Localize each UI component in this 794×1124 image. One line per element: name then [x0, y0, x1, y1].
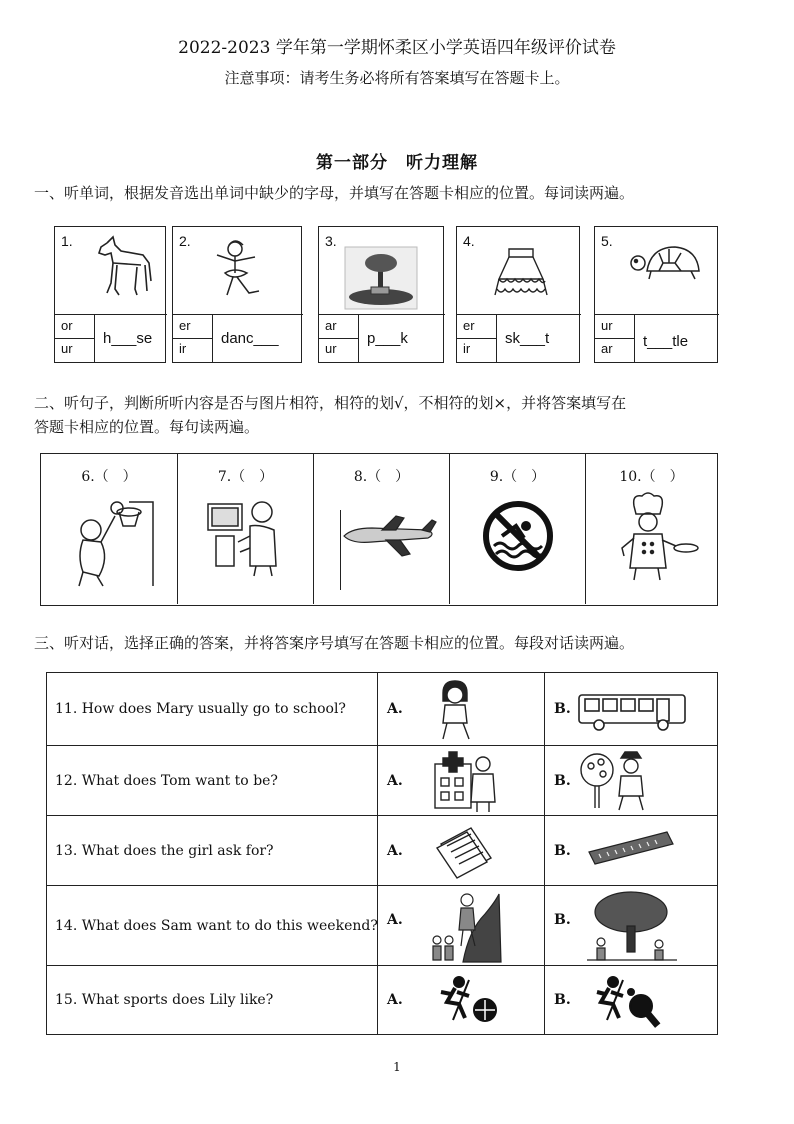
item-number: 2.	[179, 233, 191, 249]
chef-icon	[610, 492, 700, 582]
climbing-icon	[429, 890, 501, 962]
computer-user-icon	[204, 496, 294, 576]
section3-table	[46, 672, 718, 1035]
option-bottom: ar	[601, 341, 613, 356]
option-b-label: B.	[554, 992, 571, 1008]
section2-instruction-line1: 二、听句子，判断所听内容是否与图片相符，相符的划√，不相符的划×，并将答案填写在	[34, 394, 627, 412]
item-label: 10.（ ）	[619, 469, 684, 485]
section1-item-3	[318, 226, 444, 363]
section1-item-1	[54, 226, 166, 363]
section2-table	[40, 453, 718, 606]
option-a-label: A.	[387, 992, 403, 1008]
turtle-icon	[629, 241, 705, 283]
section2-item-7	[178, 454, 314, 604]
option-b-label: B.	[554, 843, 571, 859]
question-row-15	[47, 966, 717, 1034]
item-label: 9.（ ）	[489, 469, 546, 485]
item-number: 4.	[463, 233, 475, 249]
option-top: ar	[325, 318, 337, 333]
ping-pong-sport-icon	[597, 976, 661, 1028]
question-text: 15. What sports does Lily like?	[55, 992, 274, 1008]
option-top: ur	[601, 318, 613, 333]
section2-item-10	[586, 454, 717, 604]
item-number: 5.	[601, 233, 613, 249]
question-row-12	[47, 746, 717, 816]
section1-instruction: 一、听单词，根据发音选出单词中缺少的字母，并填写在答题卡相应的位置。每词读两遍。	[34, 184, 635, 202]
doctor-hospital-icon	[433, 750, 497, 812]
option-b-label: B.	[554, 912, 571, 928]
item-number: 3.	[325, 233, 337, 249]
skirt-icon	[491, 245, 551, 309]
option-a-label: A.	[387, 701, 403, 717]
letter-options	[55, 314, 95, 362]
section3-instruction: 三、听对话，选择正确的答案，并将答案序号填写在答题卡相应的位置。每段对话读两遍。	[34, 634, 635, 652]
question-text: 12. What does Tom want to be?	[55, 773, 278, 789]
letter-options	[457, 314, 497, 362]
bus-icon	[577, 693, 687, 733]
divider-line	[340, 510, 341, 590]
word-blank: h___se	[95, 314, 167, 362]
option-b-label: B.	[554, 773, 571, 789]
park-icon	[345, 247, 417, 309]
letter-options	[319, 314, 359, 362]
item-label: 8.（ ）	[353, 469, 410, 485]
option-a-label: A.	[387, 843, 403, 859]
exam-notice: 注意事项：请考生务必将所有答案填写在答题卡上。	[224, 69, 570, 87]
word-blank: sk___t	[497, 314, 581, 362]
option-a-label: A.	[387, 773, 403, 789]
farmer-tree-icon	[577, 750, 657, 812]
letter-options	[173, 314, 213, 362]
option-b-label: B.	[554, 701, 571, 717]
no-swimming-icon	[482, 500, 554, 572]
walking-girl-icon	[431, 679, 479, 741]
section1-item-5	[594, 226, 718, 363]
question-text: 14. What does Sam want to do this weekend?	[55, 918, 378, 934]
section2-item-6	[41, 454, 178, 604]
option-top: er	[463, 318, 475, 333]
option-bottom: ir	[463, 341, 471, 356]
option-top: or	[61, 318, 73, 333]
section1-item-4	[456, 226, 580, 363]
section2-item-8	[314, 454, 450, 604]
park-tree-icon	[587, 890, 677, 962]
horse-icon	[91, 233, 155, 299]
section2-instruction	[34, 391, 734, 439]
ruler-icon	[587, 830, 677, 870]
airplane-icon	[342, 516, 438, 556]
option-top: er	[179, 318, 191, 333]
section2-item-9	[450, 454, 586, 604]
exam-title: 2022-2023 学年第一学期怀柔区小学英语四年级评价试卷	[178, 38, 616, 58]
question-row-13	[47, 816, 717, 886]
question-text: 11. How does Mary usually go to school?	[55, 701, 346, 717]
basketball-player-icon	[69, 496, 159, 586]
item-label: 6.（ ）	[81, 469, 137, 485]
option-a-label: A.	[387, 912, 403, 928]
word-blank: danc___	[213, 314, 303, 362]
page-number: 1	[393, 1060, 401, 1074]
option-bottom: ir	[179, 341, 187, 356]
option-bottom: ur	[61, 341, 73, 356]
word-blank: t___tle	[635, 314, 719, 362]
section1-table	[54, 226, 718, 363]
item-number: 1.	[61, 233, 73, 249]
part-title: 第一部分 听力理解	[316, 153, 478, 173]
dancer-icon	[207, 237, 267, 307]
question-row-14	[47, 886, 717, 966]
question-row-11	[47, 673, 717, 746]
word-blank: p___k	[359, 314, 445, 362]
section1-item-2	[172, 226, 302, 363]
item-label: 7.（ ）	[217, 469, 274, 485]
basketball-sport-icon	[439, 976, 499, 1024]
letter-options	[595, 314, 635, 362]
paper-icon	[431, 824, 495, 878]
question-text: 13. What does the girl ask for?	[55, 843, 274, 859]
option-bottom: ur	[325, 341, 337, 356]
section2-instruction-line2: 答题卡相应的位置。每句读两遍。	[34, 418, 260, 436]
